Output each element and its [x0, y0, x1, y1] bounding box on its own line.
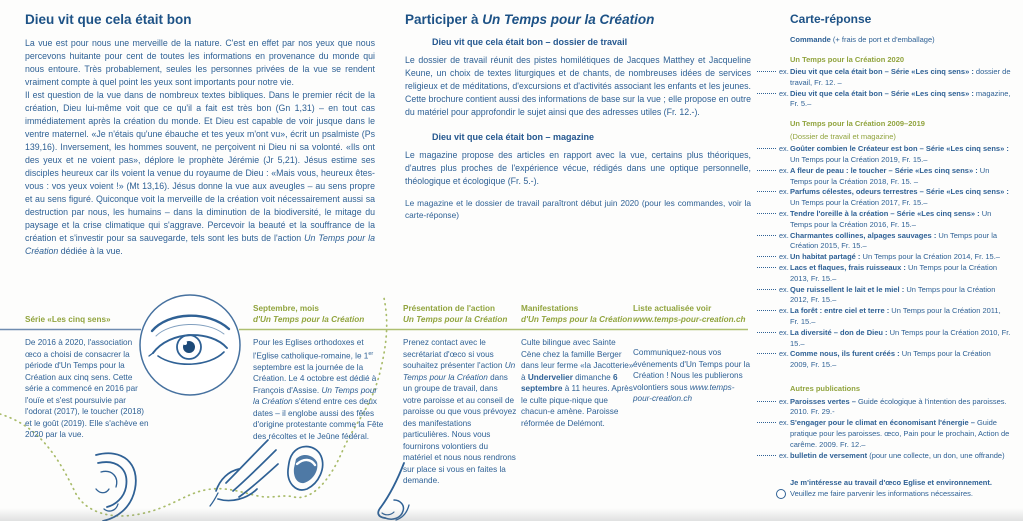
mouth-illustration — [288, 447, 323, 490]
september-text: Pour les Eglises orthodoxes et l'Eglise catholique-romaine, le 1er septembre est la journée de la Création. Le 4 octobre est dédié à François d'Assise. Un Temps pour la Création s'étend entre ces deux dates – il englobe aussi des fêtes d'origine protestante comme la Fête des récoltes et le Jeûne fédéral. — [253, 338, 384, 441]
order-item: ex.La forêt : entre ciel et terre : Un Temps pour la Création 2011, Fr. 15.– — [757, 306, 1011, 328]
ex-label: ex. — [779, 88, 789, 98]
left-article-paragraph-2: Il est question de la vue dans de nombreux textes bibliques. Dans le premier récit de la création, Dieu lui-même voit que ce qu'il a fait est très bon (Gn 1,31) – en tout cas immédiatement après la création du monde. Et Dieu est capable de voir jusque dans le ventre maternel. «Je n'étais qu'une ébauche et tes yeux m'ont vu», écrit un psalmiste (Ps 139,16). Inversement, les hommes souvent, ne perçoivent ni Dieu ni sa volonté. «Ils ont des yeux et ne voient pas», déplore le prophète Jérémie (Jr 5,21). Jésus estime ses disciples heureux car ils voient la venue du royaume de Dieu : «Mais vous, heureux êtes-vous : vos yeux voient !» (Mt 13,16). Jésus donne la vue aux aveugles – au sens propre et au sens figuré. Quiconque voit la merveille de la création voit nécessairement aussi sa destruction par nous, les humains – dans la diminution de la biodiversité, le mitage du paysage et la crise climatique qui s'aggrave. Percevoir la beauté et la souffrance de la création et s'investir pour sa sauvegarde, tels sont les buts de l'action Un Temps pour la Création dédiée à la vue. — [25, 90, 375, 256]
events-text: Culte bilingue avec Sainte Cène chez la famille Berger dans leur ferme «la Jacotterie» à Undervelier dimanche 6 septembre à 11 heures. Après le culte pique-nique que chacun-e amène. Paroisse réformée de Delémont. — [521, 338, 634, 428]
ex-label: ex. — [779, 230, 789, 240]
ex-label: ex. — [779, 187, 789, 197]
section-heading-2020: Un Temps pour la Création 2020 — [790, 54, 905, 64]
section-heading-other-publications: Autres publications — [790, 384, 861, 394]
quantity-fill-line[interactable] — [757, 255, 776, 257]
series-text: De 2016 à 2020, l'association œco a choisi de consacrer la période d'Un Temps pour la Création aux cinq sens. Cette série a commencé en 2016 par l'ouïe et s'est poursuivie par l'odorat (2017), le toucher (2018) et le goût (2019). Elle s'achève en 2020 par la vue. — [25, 338, 149, 439]
ex-label: ex. — [779, 165, 789, 175]
quantity-fill-line[interactable] — [757, 212, 776, 214]
quantity-fill-line[interactable] — [757, 266, 776, 268]
section-heading-2009-2019: Un Temps pour la Création 2009–2019 — [790, 119, 925, 129]
order-item: ex.Goûter combien le Créateur est bon – Série «Les cinq sens» : Un Temps pour la Création 2019, Fr. 15.– — [757, 144, 1011, 166]
ex-label: ex. — [779, 263, 789, 273]
ex-label: ex. — [779, 284, 789, 294]
september-heading: Septembre, mois d'Un Temps pour la Création — [253, 304, 365, 324]
presentation-text: Prenez contact avec le secrétariat d'œco si vous souhaitez présenter l'action Un Temps pour la Création dans un groupe de travail, dans votre paroisse et au conseil de paroisse ou que vous prévoyez des manifestations particulières. Nous vous fournirons volontiers du matériel et nous nous rendrons sur place si vous en faites la demande. — [403, 338, 517, 485]
left-article-paragraph-1: La vue est pour nous une merveille de la nature. C'est en effet par nos yeux que nous percevons huitante pour cent de toutes les informations en provenance du monde qui nous entoure. Très probablement, seules les personnes privées de la vue se rendent vraiment compte à quel point les yeux sont importants pour notre vie. — [25, 38, 375, 87]
quantity-fill-line[interactable] — [757, 169, 776, 171]
action-name-italic: Un Temps pour la Création — [25, 233, 375, 256]
presentation-heading: Présentation de l'action Un Temps pour la Création — [403, 304, 508, 324]
ex-label: ex. — [779, 209, 789, 219]
quantity-fill-line[interactable] — [757, 234, 776, 236]
reply-card-title: Carte-réponse — [790, 12, 872, 26]
quantity-fill-line[interactable] — [757, 400, 776, 402]
quantity-fill-line[interactable] — [757, 454, 776, 456]
series-heading: Série «Les cinq sens» — [25, 314, 111, 324]
left-article-panel — [25, 12, 375, 258]
order-item: ex.Paroisses vertes – Guide écologique à l'intention des paroisses. 2010. Fr. 29.- — [757, 397, 1011, 419]
left-article-title: Dieu vit que cela était bon — [25, 12, 192, 27]
dossier-subheading: Dieu vit que cela était bon – dossier de travail — [432, 37, 628, 47]
ex-label: ex. — [779, 67, 789, 77]
website-url: www.temps-pour-creation.ch — [633, 382, 735, 403]
availability-note: Le magazine et le dossier de travail paraîtront début juin 2020 (pour les commandes, voir la carte-réponse) — [405, 198, 751, 220]
ex-label: ex. — [779, 349, 789, 359]
interest-option — [757, 478, 1011, 500]
quantity-fill-line[interactable] — [757, 147, 776, 149]
ex-label: ex. — [779, 252, 789, 262]
ex-label: ex. — [779, 450, 789, 460]
order-label: Commande (+ frais de port et d'emballage) — [790, 34, 935, 44]
ex-label: ex. — [779, 144, 789, 154]
updated-list-heading: Liste actualisée voir www.temps-pour-creation.ch — [633, 299, 752, 330]
order-item: ex.Tendre l'oreille à la création – Série «Les cinq sens» : Un Temps pour la Création 2016, Fr. 15.– — [757, 209, 1011, 231]
ex-label: ex. — [779, 327, 789, 337]
participate-panel — [405, 12, 751, 229]
interest-bold-text: Je m'intéresse au travail d'œco Eglise et environnement. — [790, 478, 992, 488]
quantity-fill-line[interactable] — [757, 352, 776, 354]
order-item: ex.Dieu vit que cela était bon – Série «Les cinq sens» : magazine, Fr. 5.– — [757, 89, 1011, 111]
ex-label: ex. — [779, 418, 789, 428]
order-item: ex.A fleur de peau : le toucher – Série «Les cinq sens» : Un Temps pour la Création 2018, Fr. 15. – — [757, 166, 1011, 188]
events-heading: Manifestations d'Un Temps pour la Création — [521, 304, 633, 324]
interest-checkbox-circle[interactable] — [776, 489, 786, 499]
order-item: ex.La diversité – don de Dieu : Un Temps pour la Création 2010, Fr. 15.– — [757, 328, 1011, 350]
hand-illustration — [210, 440, 278, 506]
ex-label: ex. — [779, 396, 789, 406]
order-item: ex.Charmantes collines, alpages sauvages : Un Temps pour la Création 2015, Fr. 15.– — [757, 231, 1011, 253]
order-item: ex.Lacs et flaques, frais ruisseaux : Un Temps pour la Création 2013, Fr. 15.– — [757, 263, 1011, 285]
order-item: ex.Dieu vit que cela était bon – Série «Les cinq sens» : dossier de travail, Fr. 12. – — [757, 67, 1011, 89]
presentation-column — [403, 299, 518, 487]
series-column — [25, 299, 149, 441]
quantity-fill-line[interactable] — [757, 288, 776, 290]
magazine-subheading: Dieu vit que cela était bon – magazine — [432, 132, 595, 142]
order-item: ex.Un habitat partagé : Un Temps pour la Création 2014, Fr. 15.– — [757, 252, 1011, 263]
section-subheading-2009-2019: (Dossier de travail et magazine) — [790, 131, 896, 141]
order-item: ex.Parfums célestes, odeurs terrestres – Série «Les cinq sens» : Un Temps pour la Création 2017, Fr. 15.– — [757, 187, 1011, 209]
eye-illustration — [140, 295, 240, 395]
events-column — [521, 299, 634, 429]
interest-rest-text: Veuillez me faire parvenir les informations nécessaires. — [790, 489, 973, 499]
website-url: www.temps-pour-creation.ch — [633, 314, 746, 324]
reply-card-panel — [757, 14, 1011, 500]
updated-list-text: Communiquez-nous vos événements d'Un Temps pour la Création ! Nous les publierons volontiers sous www.temps-pour-creation.ch — [633, 348, 751, 403]
quantity-fill-line[interactable] — [757, 331, 776, 333]
quantity-fill-line[interactable] — [757, 70, 776, 72]
order-item: ex.Que ruissellent le lait et le miel : Un Temps pour la Création 2012, Fr. 15.– — [757, 285, 1011, 307]
scan-bottom-shadow — [0, 508, 1023, 521]
updated-list-column — [633, 299, 752, 405]
quantity-fill-line[interactable] — [757, 421, 776, 423]
order-item: ex.S'engager pour le climat en économisant l'énergie – Guide pratique pour les paroisses. œco, Pain pour le prochain, Action de carême. 2009. Fr. 12.– — [757, 418, 1011, 450]
participate-title: Participer à Un Temps pour la Création — [405, 12, 655, 27]
order-item: ex.Comme nous, ils furent créés : Un Temps pour la Création 2009, Fr. 15.– — [757, 349, 1011, 371]
order-item: ex.bulletin de versement (pour une collecte, un don, une offrande) — [757, 451, 1011, 462]
quantity-fill-line[interactable] — [757, 309, 776, 311]
quantity-fill-line[interactable] — [757, 92, 776, 94]
quantity-fill-line[interactable] — [757, 190, 776, 192]
september-column — [253, 299, 384, 442]
ex-label: ex. — [779, 306, 789, 316]
dossier-paragraph: Le dossier de travail réunit des pistes homilétiques de Jacques Matthey et Jacqueline Keune, un choix de textes liturgiques et de chants, de nombreuses idées de services religieux et de méditations, d'excursions et d'activités associant les enfants et les jeunes. Cette brochure contient aussi des informations de base sur la vue ; elle propose en outre du matériel pour approfondir le sujet ainsi que des adresses utiles (Fr. 12.-). — [405, 55, 751, 117]
magazine-paragraph: Le magazine propose des articles en rapport avec la vue, certains plus théoriques, d'autres plus proches de l'expérience vécue, rédigés dans une optique personnelle, théologique et écologique (Fr. 5.-). — [405, 150, 751, 186]
